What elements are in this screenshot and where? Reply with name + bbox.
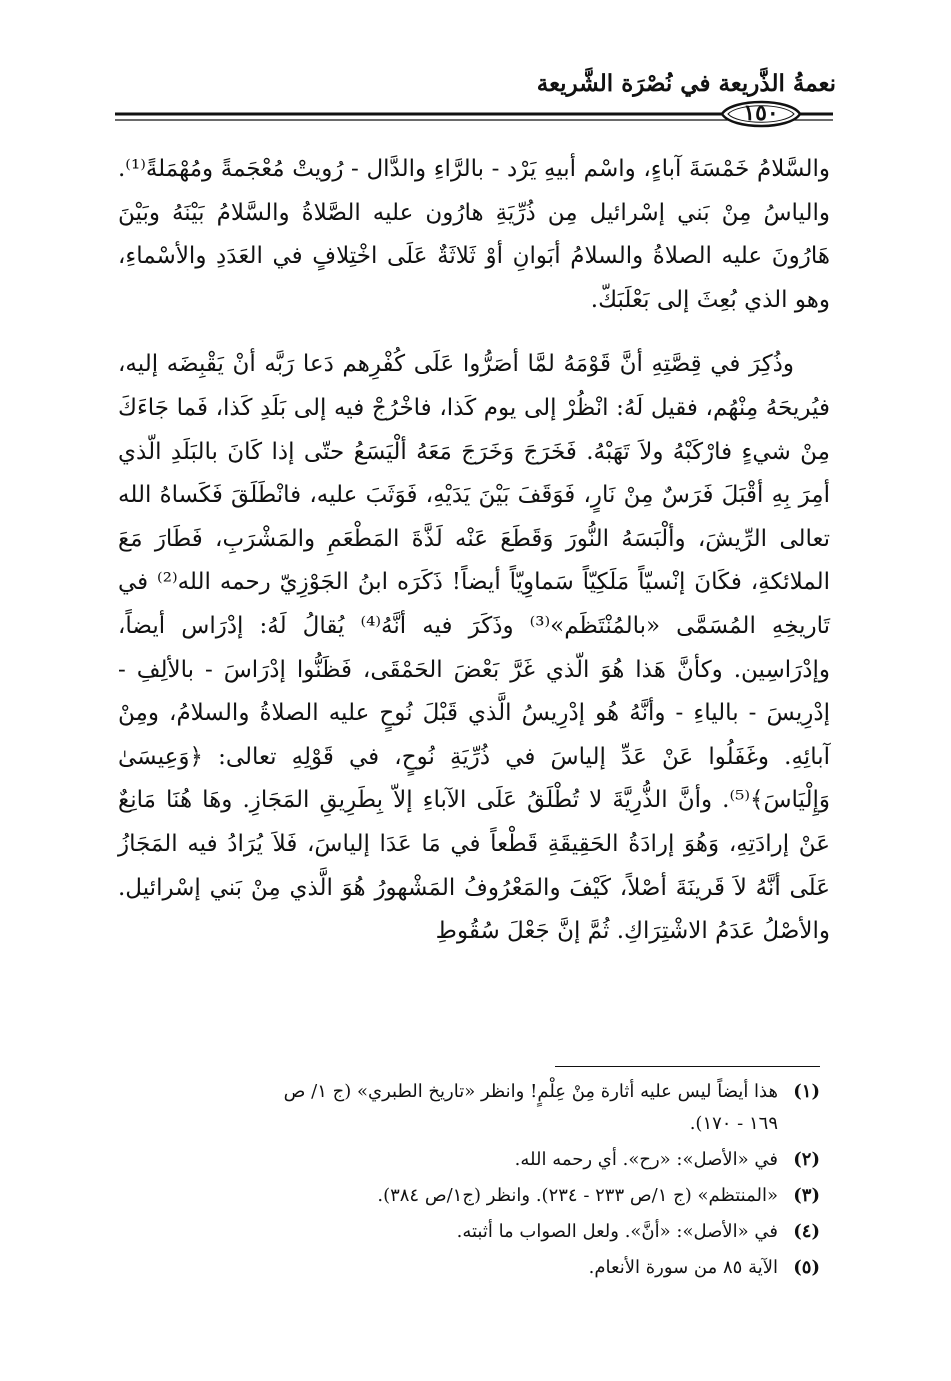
footnotes	[270, 1076, 820, 1288]
footnote-1	[270, 1076, 820, 1140]
paragraph-gap	[118, 322, 830, 343]
page-number-badge	[718, 96, 804, 132]
footnote-number: (٥)	[793, 1257, 820, 1278]
footnote-5	[270, 1252, 820, 1284]
footnote-2	[270, 1144, 820, 1176]
footnote-number: (٢)	[793, 1149, 820, 1170]
footnote-4	[270, 1216, 820, 1248]
footnote-number: (١)	[793, 1081, 820, 1102]
paragraph-2: وذُكِرَ في قِصَّتِهِ أنَّ قَوْمَهُ لمَّا أصَرُّوا عَلَى كُفْرِهم دَعا رَبَّه أنْ يَقْبِضَه إليه، فيُريحَهُ مِنْهُم، فقيل لَهُ: انْظُرْ إلى يوم كَذا، فاخْرُجْ فيه إلى بَلَدِ كَذا، فَما جَاءَكَ مِنْ شيءٍ فارْكَبْهُ ولاَ تَهَبْهُ. فَخَرَجَ وَخَرَجَ مَعَهُ ألْيَسَعُ حتّى إذا كَانَ بالبَلَدِ الّذي أمِرَ بِهِ أقْبَلَ فَرَسٌ مِنْ نَارٍ، فَوَقَفَ بَيْنَ يَدَيْهِ، فَوَثَبَ عليه، فانْطَلَقَ فَكَساهُ الله تعالى الرِّيشَ، وألْبَسَهُ النُّورَ وَقَطَعَ عَنْه لَذَّةَ المَطْعَمِ والمَشْرَبِ، فَطَارَ مَعَ الملائكةِ، فكَانَ إنْسيّاً مَلَكِيّاً سَماوِيّاً أيضاً! ذَكَرَه ابنُ الجَوْزِيّ رحمه الله⁽²⁾ في تَاريخِهِ المُسَمَّى «بالمُنْتَظَم»⁽³⁾ وذَكَرَ فيه أنَّهُ⁽⁴⁾ يُقالُ لَهُ: إدْرَاس أيضاً، وإدْرَاسِين. وكأنَّ هَذا هُوَ الّذي غَرَّ بَعْضَ الحَمْقَى، فَظَنُّوا إدْرَاسَ - بالألِفِ - إدْرِيسَ - بالياءِ - وأنَّهُ هُو إدْرِيسُ الَّذي قَبْلَ نُوحٍ عليه الصلاةُ والسلامُ، ومِنْ آبائِهِ. وغَفَلُوا عَنْ عَدِّ إلياسَ في ذُرِّيَةِ نُوحٍ، في قَوْلِهِ تعالى: ﴿وَعِيسَىٰ وَإِلْيَاسَ﴾⁽⁵⁾. وأنَّ الذُّرِيَّةَ لا تُطْلَقُ عَلَى الآباءِ إلاّ بِطَرِيقِ المَجَازِ. وهَا هُنَا مَانِعٌ عَنْ إرادَتِهِ، وَهُوَ إرادَةُ الحَقِيقَةِ قَطْعاً في مَا عَدَا إلياسَ، فَلاَ يُرَادُ فيه المَجَازُ عَلَى أنَّهُ لاَ قَرينَةَ أصْلاً، كَيْفَ والمَعْرُوفُ المَشْهورُ هُوَ الَّذي مِنْ بَني إسْرائيل. والأصْلُ عَدَمُ الاشْتِرَاكِ. ثُمَّ إنَّ جَعْلَ سُقُوطِ	[118, 351, 830, 945]
footnote-number: (٣)	[793, 1185, 820, 1206]
footnote-text: في «الأصل»: «رح». أي رحمه الله.	[514, 1149, 778, 1170]
footnote-text: الآية ٨٥ من سورة الأنعام.	[588, 1257, 778, 1278]
footnote-3	[270, 1180, 820, 1212]
footnote-text: في «الأصل»: «أنَّ». ولعل الصواب ما أثبته.	[456, 1221, 778, 1242]
footnote-text: «المنتظم» (ج ١/ص ٢٣٣ - ٢٣٤). وانظر (ج١/ص ٣٨٤).	[377, 1185, 778, 1206]
main-text	[118, 148, 830, 954]
running-title: نعمةُ الذَّريعة في نُصْرَة الشَّريعة	[536, 70, 836, 97]
page-number: ١٥٠	[743, 100, 779, 126]
footnote-separator	[555, 1066, 820, 1067]
footnote-number: (٤)	[793, 1221, 820, 1242]
paragraph-1: والسَّلامُ خَمْسَةَ آباءٍ، واسْم أبيهِ يَرْد - بالرَّاءِ والدَّال - رُويتْ مُعْجَمةً ومُهْمَلةً⁽¹⁾. والياسُ مِنْ بَني إسْرائيل مِن ذُرِّيَةِ هارُون عليه الصَّلاةُ والسَّلامُ بَيْنَهُ وبَيْنَ هَارُونَ عليه الصلاةُ والسلامُ أبَوانِ أوْ ثَلاثَةٌ عَلَى اخْتِلافٍ في العَدَدِ والأسْماءِ، وهو الذي بُعِثَ إلى بَعْلَبَكّ.	[118, 156, 830, 313]
footnote-text: هذا أيضاً ليس عليه أثارة مِنْ عِلْمٍ! وانظر «تاريخ الطبري» (ج ١/ ص ١٦٩ - ١٧٠).	[283, 1081, 778, 1134]
